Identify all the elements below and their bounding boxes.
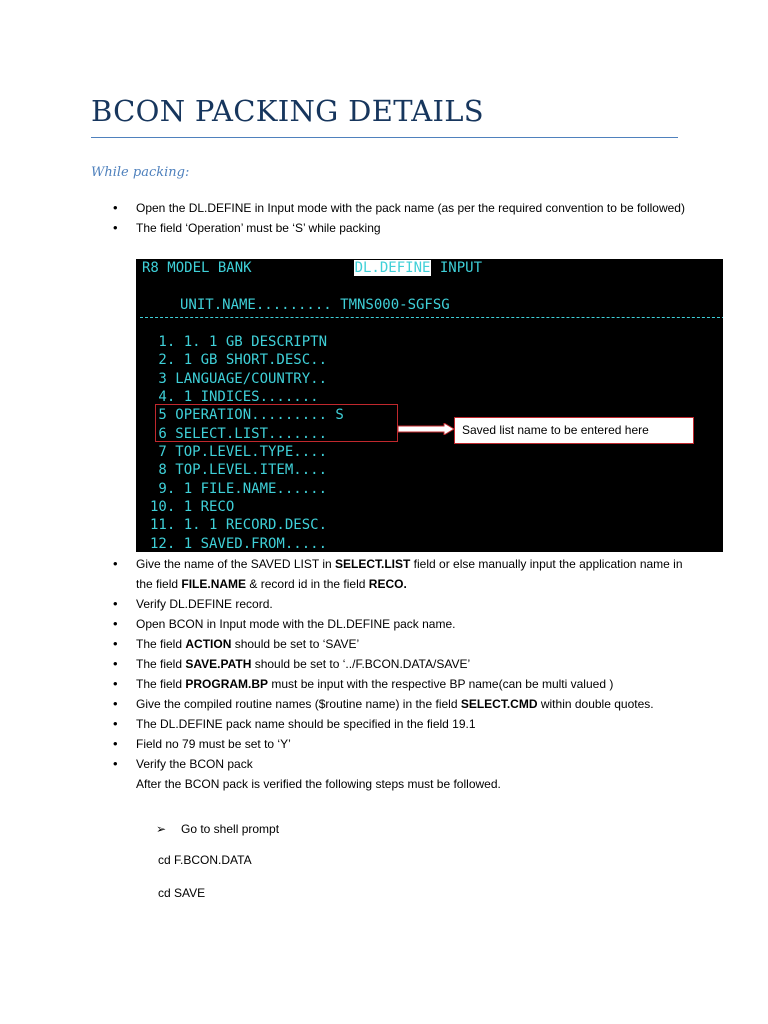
terminal-header: R8 MODEL BANK DL.DEFINE INPUT (142, 260, 483, 276)
page-title: BCON PACKING DETAILS (91, 94, 484, 128)
top-bullet-list (136, 198, 696, 238)
list-item-text: After the BCON pack is verified the following steps must be followed. (136, 777, 501, 791)
list-item: • The field ACTION should be set to ‘SAVE’ (136, 634, 696, 654)
terminal-line: 8 TOP.LEVEL.ITEM.... (150, 462, 328, 478)
list-item: • Verify the BCON pack (136, 754, 696, 774)
terminal-divider (140, 317, 723, 318)
list-item: • Field no 79 must be set to ‘Y’ (136, 734, 696, 754)
terminal-line: 4. 1 INDICES....... (150, 389, 319, 405)
bullet-list (136, 554, 696, 794)
command-line: cd F.BCON.DATA (158, 853, 252, 867)
terminal-line: 3 LANGUAGE/COUNTRY.. (150, 371, 328, 387)
list-item: • Give the name of the SAVED LIST in SELECT.LIST field or else manually input the application name in the field FILE.NAME & record id in the field RECO. (136, 554, 696, 594)
list-item: • Give the compiled routine names ($routine name) in the field SELECT.CMD within double quotes. (136, 694, 696, 714)
list-item: • The DL.DEFINE pack name should be specified in the field 19.1 (136, 714, 696, 734)
command-line: cd SAVE (158, 886, 206, 900)
callout-box: Saved list name to be entered here (454, 417, 694, 444)
terminal-line: 12. 1 SAVED.FROM..... (150, 536, 328, 552)
terminal-line: 9. 1 FILE.NAME...... (150, 481, 328, 497)
terminal-line: 1. 1. 1 GB DESCRIPTN (150, 334, 328, 350)
terminal-line: 2. 1 GB SHORT.DESC.. (150, 352, 328, 368)
terminal-unit-line: UNIT.NAME......... TMNS000-SGFSG (180, 297, 450, 313)
list-item: • Verify DL.DEFINE record. (136, 594, 696, 614)
arrow-right-icon (398, 423, 454, 435)
section-subtitle: While packing: (91, 165, 190, 180)
terminal-line: 10. 1 RECO (150, 499, 235, 515)
terminal-line: 7 TOP.LEVEL.TYPE.... (150, 444, 328, 460)
list-item: • The field ‘Operation’ must be ‘S’ while packing (136, 218, 696, 238)
list-item: • The field SAVE.PATH should be set to ‘../F.BCON.DATA/SAVE’ (136, 654, 696, 674)
list-item: • The field PROGRAM.BP must be input with the respective BP name(can be multi valued ) (136, 674, 696, 694)
terminal-header-highlight: DL.DEFINE (354, 260, 431, 276)
terminal-line: 11. 1. 1 RECORD.DESC. (150, 517, 328, 533)
title-rule (91, 137, 678, 138)
sub-list-item: ➢ Go to shell prompt (160, 820, 279, 838)
terminal-line: 5 OPERATION......... S (150, 407, 344, 423)
list-item: • Open the DL.DEFINE in Input mode with the pack name (as per the required convention to be followed) (136, 198, 696, 218)
highlight-box (155, 404, 398, 442)
terminal-line: 6 SELECT.LIST....... (150, 426, 328, 442)
list-item: • Open BCON in Input mode with the DL.DEFINE pack name. (136, 614, 696, 634)
